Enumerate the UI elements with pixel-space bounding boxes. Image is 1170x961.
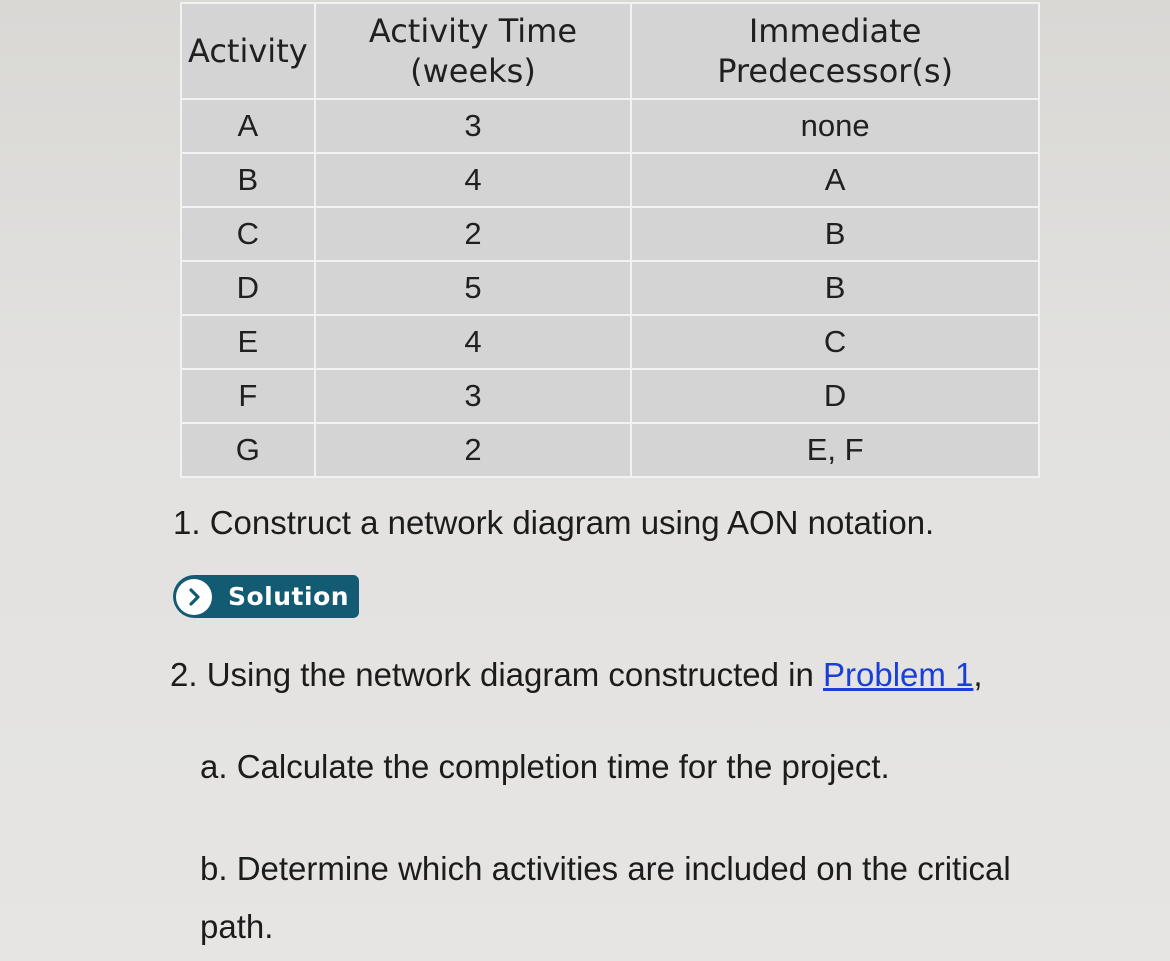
- cell-time: 4: [315, 315, 632, 369]
- cell-time: 2: [315, 207, 632, 261]
- solution-button-label: Solution: [228, 582, 350, 611]
- cell-activity: B: [181, 153, 315, 207]
- question-1: 1. Construct a network diagram using AON notation.: [173, 504, 935, 541]
- table-row: [181, 207, 1039, 261]
- activity-table: [180, 2, 1040, 478]
- cell-activity: D: [181, 261, 315, 315]
- question-2-suffix: ,: [973, 656, 983, 693]
- question-2b: b. Determine which activities are included on the critical path.: [200, 850, 1011, 945]
- header-activity-time: Activity Time (weeks): [315, 3, 632, 99]
- solution-button[interactable]: [173, 575, 359, 618]
- problem-1-link[interactable]: Problem 1: [823, 656, 974, 693]
- cell-activity: G: [181, 423, 315, 477]
- cell-predecessors: B: [631, 261, 1039, 315]
- cell-predecessors: C: [631, 315, 1039, 369]
- table-row: [181, 153, 1039, 207]
- chevron-right-icon: [176, 579, 212, 615]
- cell-activity: F: [181, 369, 315, 423]
- question-2: [170, 656, 983, 694]
- cell-time: 4: [315, 153, 632, 207]
- cell-predecessors: D: [631, 369, 1039, 423]
- cell-time: 3: [315, 369, 632, 423]
- cell-predecessors: E, F: [631, 423, 1039, 477]
- table-row: [181, 315, 1039, 369]
- header-activity: Activity: [181, 3, 315, 99]
- header-predecessors: Immediate Predecessor(s): [631, 3, 1039, 99]
- cell-time: 2: [315, 423, 632, 477]
- cell-time: 5: [315, 261, 632, 315]
- question-2-text: 2. Using the network diagram constructed in: [170, 656, 823, 693]
- cell-predecessors: A: [631, 153, 1039, 207]
- table-row: [181, 423, 1039, 477]
- cell-activity: E: [181, 315, 315, 369]
- cell-time: 3: [315, 99, 632, 153]
- cell-activity: C: [181, 207, 315, 261]
- question-2a: a. Calculate the completion time for the project.: [200, 748, 890, 785]
- table-header-row: [181, 3, 1039, 99]
- cell-predecessors: none: [631, 99, 1039, 153]
- table-row: [181, 369, 1039, 423]
- table-row: [181, 99, 1039, 153]
- table-row: [181, 261, 1039, 315]
- cell-activity: A: [181, 99, 315, 153]
- cell-predecessors: B: [631, 207, 1039, 261]
